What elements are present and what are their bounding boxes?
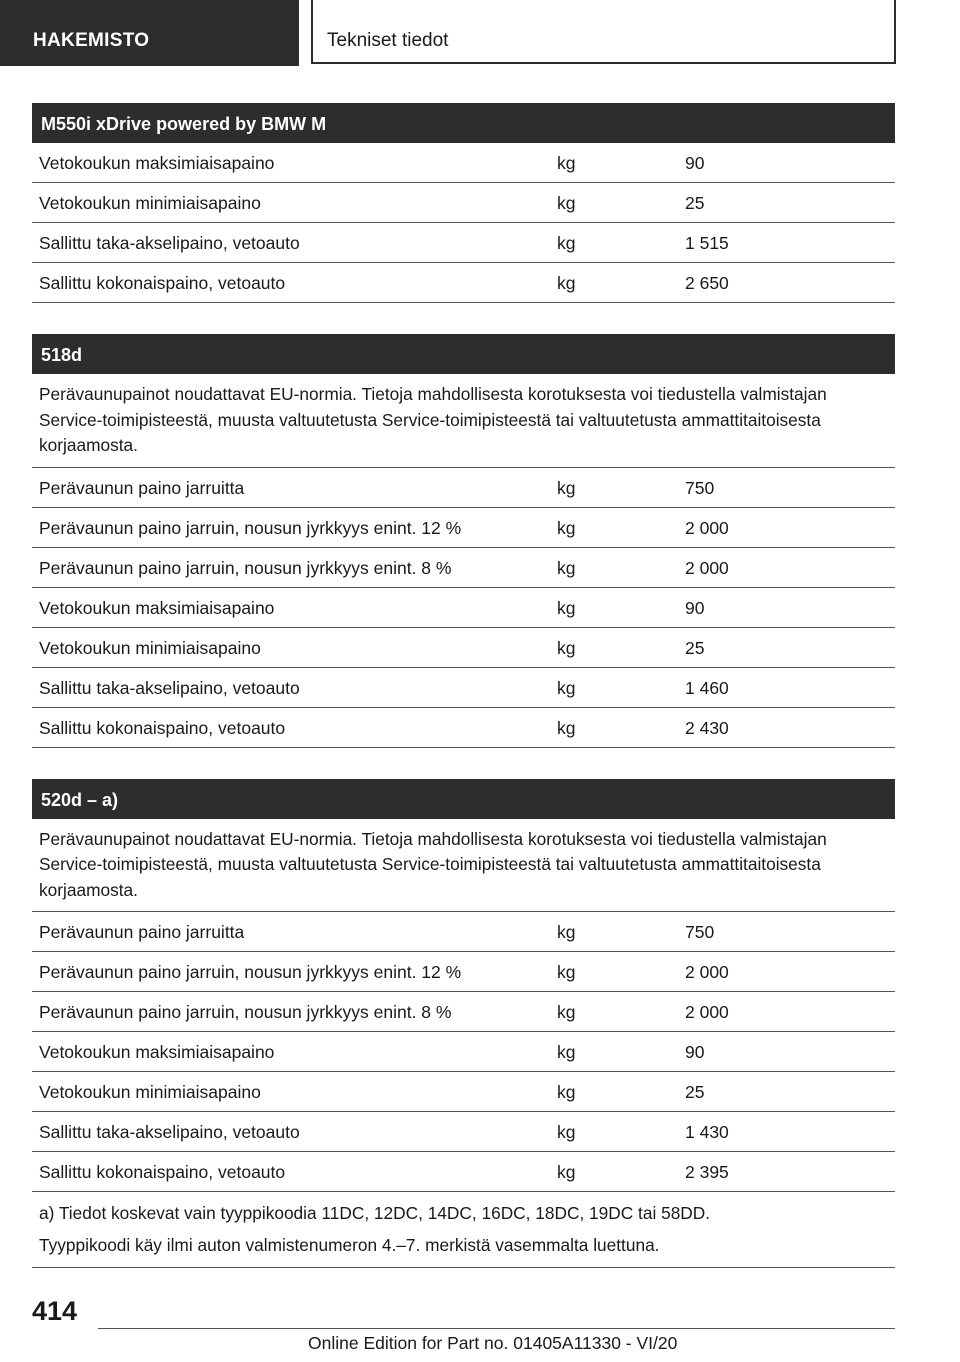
spec-section-518d xyxy=(32,334,895,748)
row-unit: kg xyxy=(557,637,576,658)
row-label: Vetokoukun minimiaisapaino xyxy=(39,193,261,213)
row-value: 750 xyxy=(685,922,715,942)
table-row xyxy=(32,1152,895,1192)
row-label: Vetokoukun maksimiaisapaino xyxy=(39,1042,275,1062)
footer-divider xyxy=(98,1328,895,1329)
row-unit: kg xyxy=(557,717,576,738)
section-heading: 518d xyxy=(32,334,895,374)
row-unit: kg xyxy=(557,557,576,578)
table-row xyxy=(32,588,895,628)
row-label: Sallittu kokonaispaino, vetoauto xyxy=(39,273,286,293)
row-label: Sallittu taka-akselipaino, vetoauto xyxy=(39,677,300,698)
row-value: 2 000 xyxy=(685,1002,729,1022)
row-unit: kg xyxy=(557,193,576,213)
row-value: 90 xyxy=(685,1042,705,1062)
row-value: 25 xyxy=(685,1082,705,1102)
table-row xyxy=(32,508,895,548)
row-unit: kg xyxy=(557,273,576,293)
row-unit: kg xyxy=(557,477,576,498)
row-value: 2 000 xyxy=(685,557,729,578)
row-value: 90 xyxy=(685,153,705,173)
section-heading: M550i xDrive powered by BMW M xyxy=(32,103,895,143)
row-label: Perävaunun paino jarruin, nousun jyrkkyys enint. 12 % xyxy=(39,962,462,982)
row-label: Sallittu kokonaispaino, vetoauto xyxy=(39,717,286,738)
table-row xyxy=(32,668,895,708)
table-row xyxy=(32,468,895,508)
index-tab[interactable]: HAKEMISTO xyxy=(0,0,299,66)
row-unit: kg xyxy=(557,1122,576,1142)
row-value: 1 430 xyxy=(685,1122,729,1142)
row-value: 90 xyxy=(685,597,705,618)
row-label: Sallittu taka-akselipaino, vetoauto xyxy=(39,233,300,253)
spec-section-520d xyxy=(32,779,895,1269)
row-unit: kg xyxy=(557,597,576,618)
row-label: Perävaunun paino jarruin, nousun jyrkkyys enint. 8 % xyxy=(39,557,452,578)
page-number: 414 xyxy=(32,1296,78,1326)
table-row xyxy=(32,143,895,183)
footnote-line: a) Tiedot koskevat vain tyyppikoodia 11DC, 12DC, 14DC, 16DC, 18DC, 19DC tai 58DD. xyxy=(39,1203,711,1223)
row-unit: kg xyxy=(557,233,576,253)
spec-section-m550i xyxy=(32,103,895,303)
section-note: Perävaunupainot noudattavat EU-normia. Tietoja mahdollisesta korotuksesta voi tiedustella valmistajan Service-toimipisteestä, muusta valtuutetusta Service-toimipisteestä tai valtuutetusta ammattitaitoisesta korjaamosta. xyxy=(32,819,895,913)
table-row xyxy=(32,708,895,748)
table-row xyxy=(32,263,895,303)
row-unit: kg xyxy=(557,1082,576,1102)
row-value: 25 xyxy=(685,193,705,213)
row-unit: kg xyxy=(557,517,576,538)
table-row xyxy=(32,223,895,263)
row-unit: kg xyxy=(557,1042,576,1062)
table-row xyxy=(32,628,895,668)
footnote-line: Tyyppikoodi käy ilmi auton valmistenumeron 4.–7. merkistä vasemmalta luettuna. xyxy=(39,1235,660,1255)
row-unit: kg xyxy=(557,922,576,942)
edition-footer: Online Edition for Part no. 01405A11330 - VI/20 xyxy=(308,1333,678,1353)
row-unit: kg xyxy=(557,1162,576,1182)
section-note: Perävaunupainot noudattavat EU-normia. Tietoja mahdollisesta korotuksesta voi tiedustella valmistajan Service-toimipisteestä, muusta valtuutetusta Service-toimipisteestä tai valtuutetusta ammattitaitoisesta korjaamosta. xyxy=(32,374,895,468)
row-value: 2 395 xyxy=(685,1162,729,1182)
row-value: 750 xyxy=(685,477,715,498)
row-label: Perävaunun paino jarruitta xyxy=(39,477,245,498)
spec-content xyxy=(32,103,895,1299)
row-value: 2 000 xyxy=(685,962,729,982)
row-value: 1 460 xyxy=(685,677,729,698)
table-row xyxy=(32,1112,895,1152)
row-unit: kg xyxy=(557,1002,576,1022)
row-value: 2 430 xyxy=(685,717,729,738)
row-label: Vetokoukun minimiaisapaino xyxy=(39,637,261,658)
table-row xyxy=(32,952,895,992)
row-label: Perävaunun paino jarruin, nousun jyrkkyys enint. 12 % xyxy=(39,517,462,538)
section-heading: 520d – a) xyxy=(32,779,895,819)
row-value: 25 xyxy=(685,637,705,658)
row-unit: kg xyxy=(557,153,576,173)
row-unit: kg xyxy=(557,962,576,982)
row-label: Vetokoukun maksimiaisapaino xyxy=(39,597,275,618)
row-label: Perävaunun paino jarruitta xyxy=(39,922,245,942)
row-value: 2 000 xyxy=(685,517,729,538)
row-label: Vetokoukun minimiaisapaino xyxy=(39,1082,261,1102)
row-value: 1 515 xyxy=(685,233,729,253)
row-label: Sallittu kokonaispaino, vetoauto xyxy=(39,1162,286,1182)
table-row xyxy=(32,1072,895,1112)
table-row xyxy=(32,548,895,588)
row-label: Sallittu taka-akselipaino, vetoauto xyxy=(39,1122,300,1142)
chapter-title: Tekniset tiedot xyxy=(311,0,896,64)
footnote xyxy=(32,1192,895,1268)
row-label: Vetokoukun maksimiaisapaino xyxy=(39,153,275,173)
row-unit: kg xyxy=(557,677,576,698)
table-row xyxy=(32,912,895,952)
table-row xyxy=(32,992,895,1032)
page-header xyxy=(0,0,960,66)
table-row xyxy=(32,183,895,223)
row-label: Perävaunun paino jarruin, nousun jyrkkyys enint. 8 % xyxy=(39,1002,452,1022)
table-row xyxy=(32,1032,895,1072)
row-value: 2 650 xyxy=(685,273,729,293)
